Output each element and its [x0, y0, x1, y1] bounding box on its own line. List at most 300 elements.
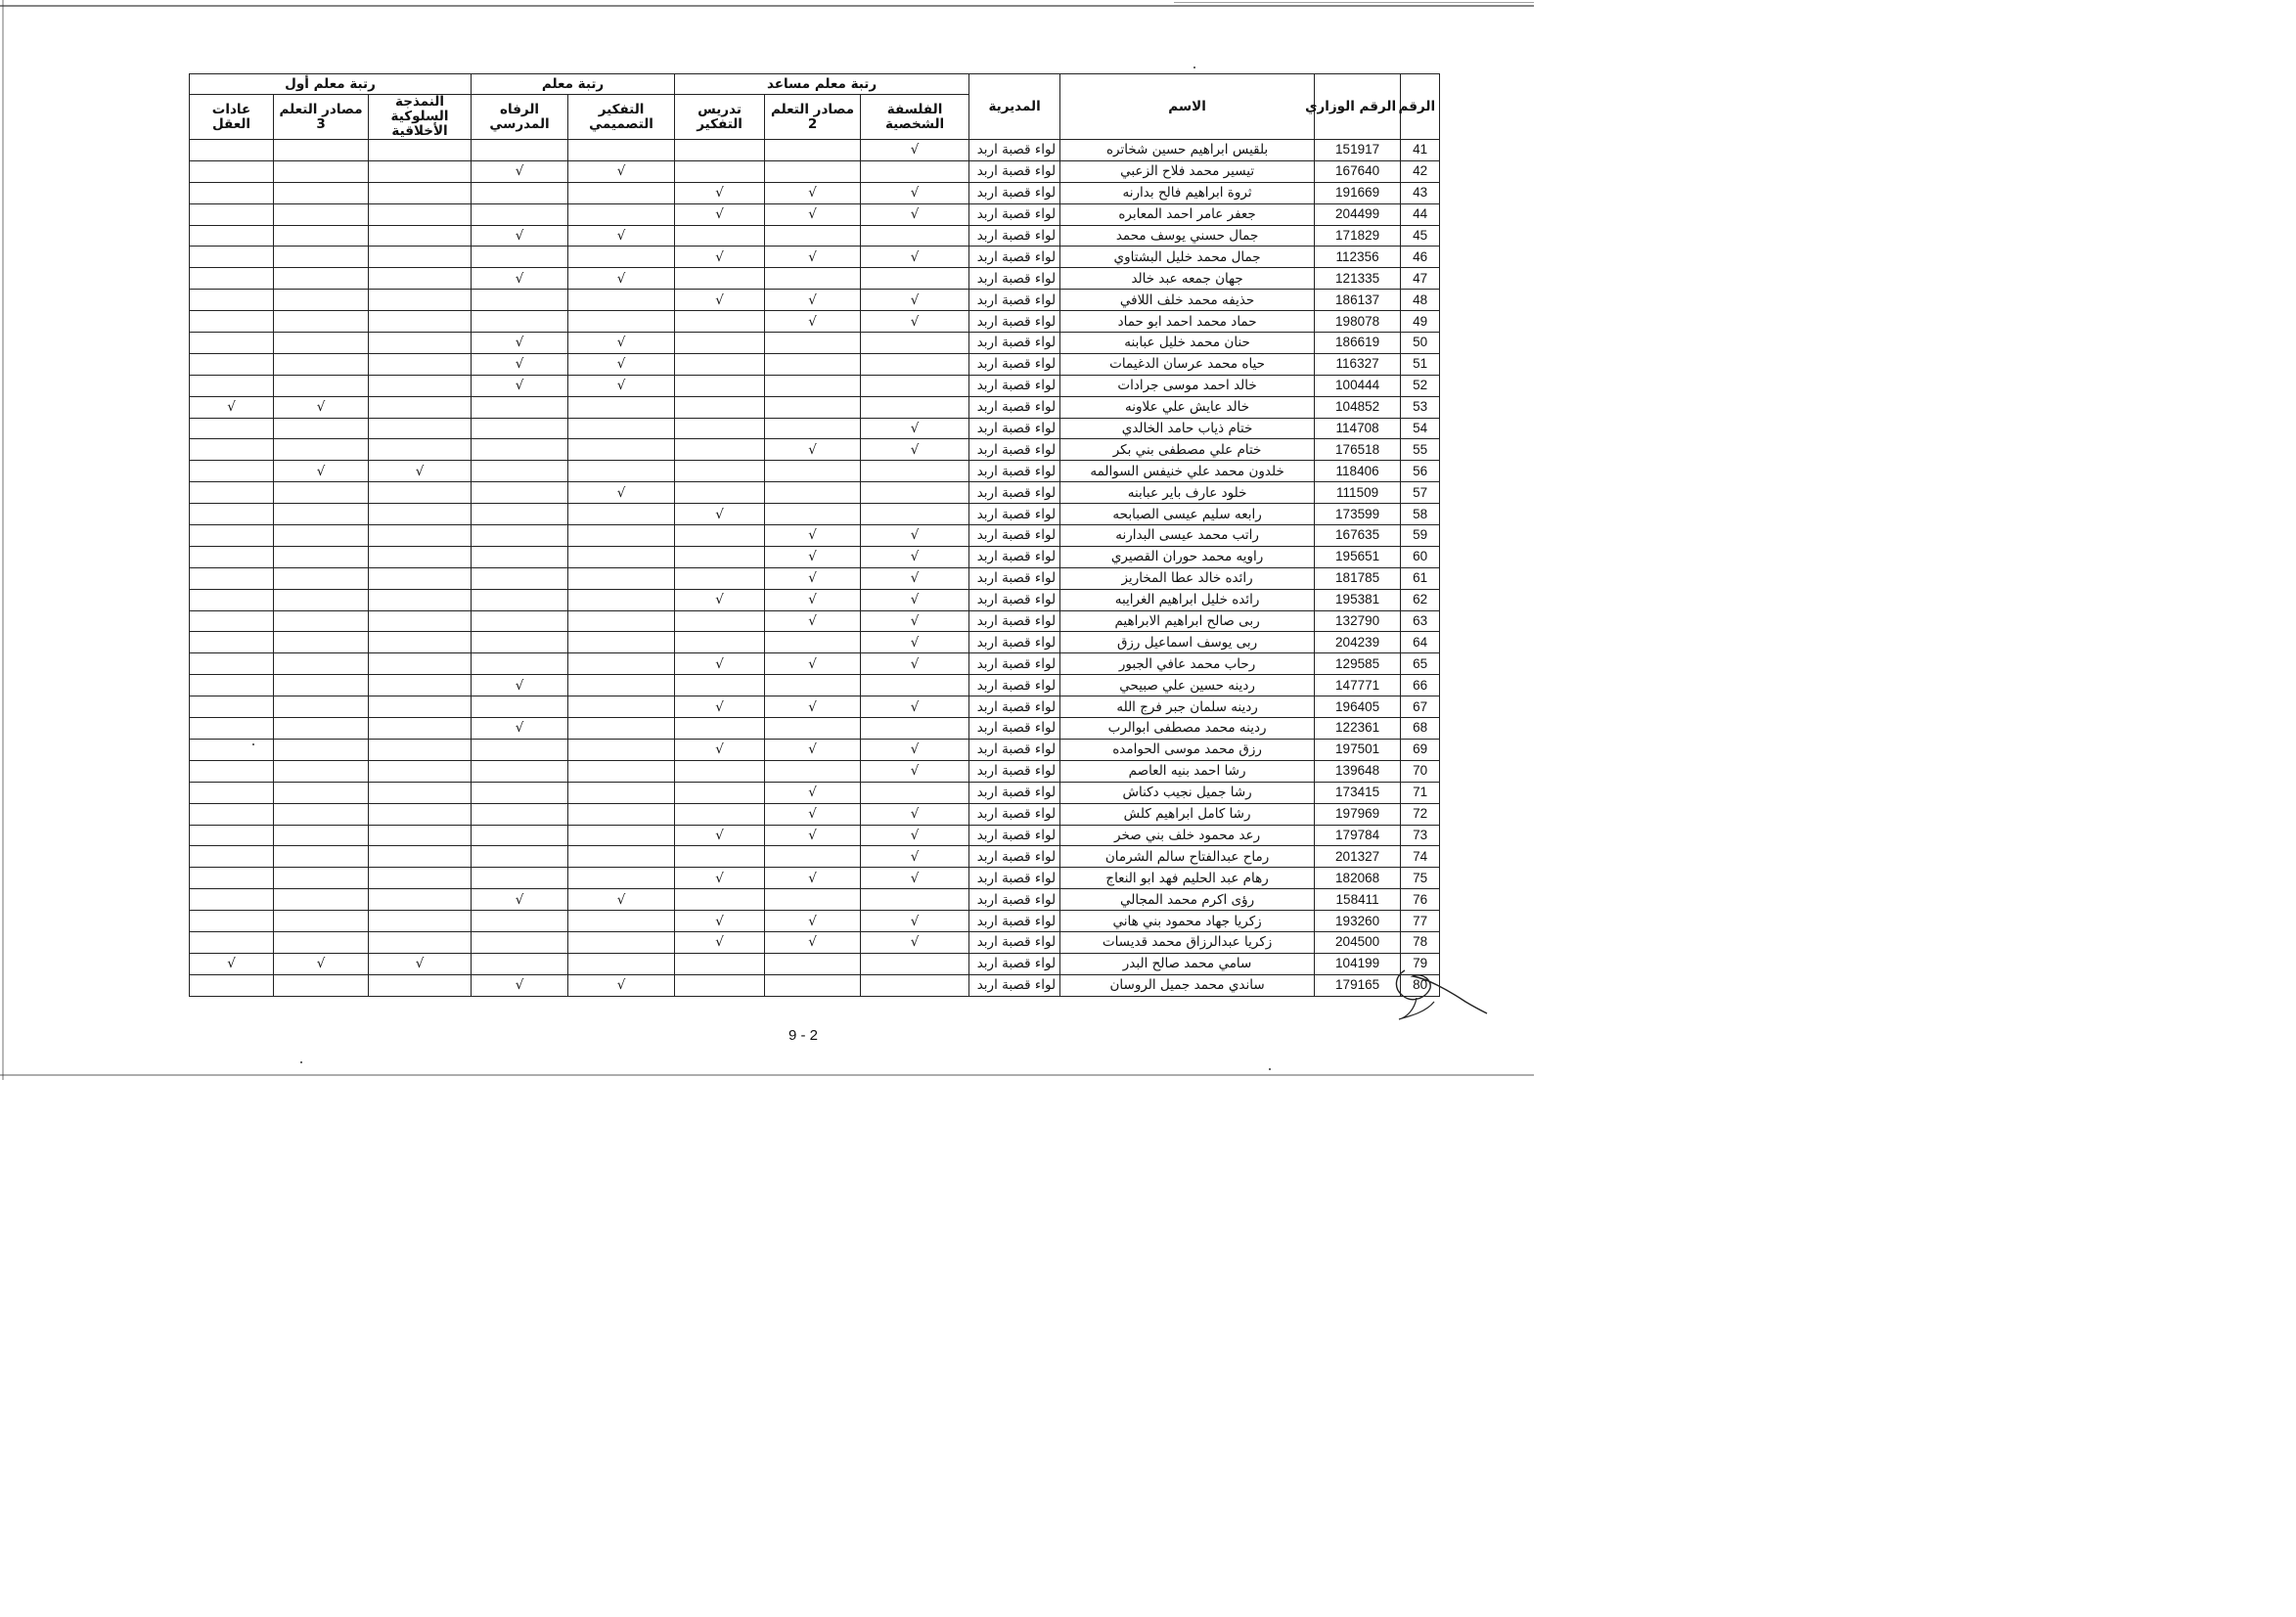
row-number: 59	[1401, 525, 1440, 547]
row-number: 44	[1401, 203, 1440, 225]
teacher-name: خالد احمد موسى جرادات	[1060, 375, 1315, 396]
table-row	[190, 140, 1440, 161]
check-cell	[274, 718, 369, 740]
check-cell	[369, 760, 472, 782]
scan-edge-left	[2, 0, 4, 1080]
teacher-name: سامي محمد صالح البدر	[1060, 953, 1315, 974]
check-cell	[472, 482, 568, 504]
teacher-name: جمال حسني يوسف محمد	[1060, 225, 1315, 247]
row-number: 51	[1401, 353, 1440, 375]
check-cell	[472, 418, 568, 439]
ministry-number: 129585	[1315, 653, 1401, 675]
row-number: 52	[1401, 375, 1440, 396]
directorate: لواء قصبة اربد	[969, 739, 1060, 760]
check-mark: √	[861, 439, 969, 461]
check-cell	[675, 675, 765, 696]
check-cell	[190, 911, 274, 932]
check-cell	[190, 696, 274, 718]
directorate: لواء قصبة اربد	[969, 931, 1060, 953]
check-mark: √	[675, 825, 765, 846]
ministry-number: 139648	[1315, 760, 1401, 782]
header-subject-learning-resources-3: مصادر التعلم 3	[274, 95, 369, 140]
check-mark: √	[861, 868, 969, 889]
check-cell	[675, 482, 765, 504]
check-cell	[190, 760, 274, 782]
check-mark: √	[675, 696, 765, 718]
check-mark: √	[568, 375, 675, 396]
check-cell	[190, 375, 274, 396]
check-cell	[568, 504, 675, 525]
check-cell	[861, 375, 969, 396]
check-cell	[369, 632, 472, 653]
row-number: 46	[1401, 247, 1440, 268]
check-cell	[369, 418, 472, 439]
check-cell	[472, 290, 568, 311]
check-cell	[472, 931, 568, 953]
ministry-number: 182068	[1315, 868, 1401, 889]
check-cell	[568, 846, 675, 868]
check-mark: √	[765, 931, 861, 953]
teacher-name: خلود عارف باير عبابنه	[1060, 482, 1315, 504]
check-cell	[369, 160, 472, 182]
check-cell	[369, 675, 472, 696]
directorate: لواء قصبة اربد	[969, 846, 1060, 868]
check-cell	[472, 525, 568, 547]
directorate: لواء قصبة اربد	[969, 482, 1060, 504]
check-mark: √	[765, 653, 861, 675]
check-cell	[190, 567, 274, 589]
row-number: 69	[1401, 739, 1440, 760]
check-cell	[274, 782, 369, 803]
ministry-number: 197501	[1315, 739, 1401, 760]
table-row	[190, 931, 1440, 953]
check-cell	[190, 931, 274, 953]
check-mark: √	[369, 461, 472, 482]
check-cell	[675, 525, 765, 547]
row-number: 61	[1401, 567, 1440, 589]
check-cell	[568, 546, 675, 567]
check-cell	[190, 247, 274, 268]
check-cell	[190, 868, 274, 889]
check-mark: √	[568, 268, 675, 290]
ministry-number: 167635	[1315, 525, 1401, 547]
check-cell	[190, 504, 274, 525]
check-mark: √	[568, 160, 675, 182]
ministry-number: 197969	[1315, 803, 1401, 825]
ministry-number: 204500	[1315, 931, 1401, 953]
table-row	[190, 911, 1440, 932]
check-cell	[568, 418, 675, 439]
check-mark: √	[675, 203, 765, 225]
check-cell	[568, 696, 675, 718]
check-cell	[190, 140, 274, 161]
teacher-name: ثروة ابراهيم فالح بدارنه	[1060, 182, 1315, 203]
check-cell	[765, 718, 861, 740]
header-subject-design-thinking: التفكير التصميمي	[568, 95, 675, 140]
check-cell	[369, 825, 472, 846]
check-mark: √	[472, 675, 568, 696]
directorate: لواء قصبة اربد	[969, 311, 1060, 333]
check-mark: √	[861, 546, 969, 567]
check-cell	[190, 610, 274, 632]
check-cell	[765, 632, 861, 653]
table-row	[190, 632, 1440, 653]
teacher-name: بلقيس ابراهيم حسين شخاتره	[1060, 140, 1315, 161]
row-number: 56	[1401, 461, 1440, 482]
directorate: لواء قصبة اربد	[969, 546, 1060, 567]
check-cell	[190, 525, 274, 547]
check-cell	[369, 846, 472, 868]
check-cell	[274, 803, 369, 825]
check-cell	[274, 247, 369, 268]
check-cell	[472, 911, 568, 932]
check-mark: √	[765, 803, 861, 825]
ministry-number: 147771	[1315, 675, 1401, 696]
check-mark: √	[861, 203, 969, 225]
check-cell	[568, 782, 675, 803]
check-mark: √	[472, 268, 568, 290]
check-cell	[765, 160, 861, 182]
check-cell	[190, 846, 274, 868]
check-cell	[568, 632, 675, 653]
row-number: 58	[1401, 504, 1440, 525]
row-number: 75	[1401, 868, 1440, 889]
check-cell	[190, 268, 274, 290]
check-cell	[274, 182, 369, 203]
row-number: 60	[1401, 546, 1440, 567]
check-cell	[568, 439, 675, 461]
check-cell	[274, 439, 369, 461]
row-number: 42	[1401, 160, 1440, 182]
check-cell	[472, 247, 568, 268]
check-cell	[568, 868, 675, 889]
table-row	[190, 953, 1440, 974]
check-cell	[274, 825, 369, 846]
check-mark: √	[675, 247, 765, 268]
check-cell	[861, 782, 969, 803]
table-row	[190, 247, 1440, 268]
check-cell	[472, 868, 568, 889]
check-mark: √	[861, 589, 969, 610]
row-number: 66	[1401, 675, 1440, 696]
ministry-number: 132790	[1315, 610, 1401, 632]
row-number: 77	[1401, 911, 1440, 932]
header-directorate: المديرية	[969, 74, 1060, 140]
check-cell	[190, 589, 274, 610]
directorate: لواء قصبة اربد	[969, 825, 1060, 846]
check-cell	[472, 203, 568, 225]
teacher-name: زكريا عبدالرزاق محمد قديسات	[1060, 931, 1315, 953]
directorate: لواء قصبة اربد	[969, 653, 1060, 675]
table-row	[190, 610, 1440, 632]
check-cell	[765, 504, 861, 525]
check-mark: √	[675, 868, 765, 889]
check-mark: √	[568, 974, 675, 996]
header-group-teacher: رتبة معلم	[472, 74, 675, 95]
row-number: 67	[1401, 696, 1440, 718]
directorate: لواء قصبة اربد	[969, 375, 1060, 396]
check-cell	[274, 418, 369, 439]
check-cell	[765, 953, 861, 974]
check-cell	[472, 504, 568, 525]
directorate: لواء قصبة اربد	[969, 760, 1060, 782]
check-mark: √	[472, 889, 568, 911]
check-cell	[190, 803, 274, 825]
directorate: لواء قصبة اربد	[969, 268, 1060, 290]
check-mark: √	[861, 610, 969, 632]
check-cell	[765, 375, 861, 396]
check-cell	[675, 889, 765, 911]
check-cell	[861, 396, 969, 418]
ministry-number: 173415	[1315, 782, 1401, 803]
check-cell	[568, 461, 675, 482]
header-name: الاسم	[1060, 74, 1315, 140]
check-mark: √	[472, 160, 568, 182]
check-mark: √	[675, 504, 765, 525]
teacher-name: ختام ذياب حامد الخالدي	[1060, 418, 1315, 439]
teacher-name: حياه محمد عرسان الدغيمات	[1060, 353, 1315, 375]
check-cell	[861, 675, 969, 696]
table-row	[190, 439, 1440, 461]
check-cell	[568, 610, 675, 632]
ministry-number: 173599	[1315, 504, 1401, 525]
check-cell	[369, 353, 472, 375]
check-cell	[274, 589, 369, 610]
ministry-number: 204239	[1315, 632, 1401, 653]
table-row	[190, 418, 1440, 439]
row-number: 80	[1401, 974, 1440, 996]
teacher-name: ردينه محمد مصطفى ابوالرب	[1060, 718, 1315, 740]
teacher-name: جهان جمعه عبد خالد	[1060, 268, 1315, 290]
teacher-name: ردينه سلمان جبر فرج الله	[1060, 696, 1315, 718]
table-row	[190, 182, 1440, 203]
table-row	[190, 504, 1440, 525]
check-mark: √	[472, 225, 568, 247]
teacher-name: رزق محمد موسى الحوامده	[1060, 739, 1315, 760]
teacher-name: رائده خليل ابراهيم الغرايبه	[1060, 589, 1315, 610]
check-cell	[765, 225, 861, 247]
row-number: 55	[1401, 439, 1440, 461]
check-cell	[675, 160, 765, 182]
directorate: لواء قصبة اربد	[969, 182, 1060, 203]
header-subject-learning-resources-2: مصادر التعلم 2	[765, 95, 861, 140]
check-mark: √	[861, 696, 969, 718]
check-cell	[472, 739, 568, 760]
check-cell	[369, 589, 472, 610]
check-cell	[369, 696, 472, 718]
teacher-name: رابعه سليم عيسى الصبابحه	[1060, 504, 1315, 525]
table-row	[190, 333, 1440, 354]
check-cell	[369, 396, 472, 418]
table-row	[190, 567, 1440, 589]
check-cell	[274, 567, 369, 589]
check-cell	[472, 461, 568, 482]
check-cell	[369, 140, 472, 161]
check-mark: √	[861, 290, 969, 311]
check-mark: √	[861, 182, 969, 203]
teacher-name: ختام علي مصطفى بني بكر	[1060, 439, 1315, 461]
ministry-number: 104852	[1315, 396, 1401, 418]
directorate: لواء قصبة اربد	[969, 160, 1060, 182]
check-cell	[675, 418, 765, 439]
check-mark: √	[861, 825, 969, 846]
check-cell	[190, 418, 274, 439]
check-cell	[369, 439, 472, 461]
table-row	[190, 696, 1440, 718]
directorate: لواء قصبة اربد	[969, 418, 1060, 439]
row-number: 72	[1401, 803, 1440, 825]
check-mark: √	[190, 396, 274, 418]
table-row	[190, 396, 1440, 418]
check-cell	[274, 333, 369, 354]
page-number: 9 - 2	[788, 1027, 819, 1044]
check-cell	[675, 140, 765, 161]
check-cell	[675, 333, 765, 354]
check-cell	[675, 439, 765, 461]
row-number: 63	[1401, 610, 1440, 632]
table-row	[190, 846, 1440, 868]
row-number: 41	[1401, 140, 1440, 161]
check-cell	[274, 760, 369, 782]
scan-edge-top	[0, 5, 1534, 7]
header-group-first-teacher: رتبة معلم أول	[190, 74, 472, 95]
header-subject-behavioral-modeling: النمذجة السلوكية الأخلاقية	[369, 95, 472, 140]
check-cell	[861, 461, 969, 482]
check-cell	[190, 546, 274, 567]
check-cell	[861, 225, 969, 247]
check-mark: √	[675, 290, 765, 311]
row-number: 47	[1401, 268, 1440, 290]
check-cell	[675, 632, 765, 653]
check-cell	[765, 353, 861, 375]
check-cell	[274, 739, 369, 760]
scan-edge-bottom	[0, 1074, 1534, 1076]
teacher-name: رماح عبدالفتاح سالم الشرمان	[1060, 846, 1315, 868]
check-cell	[675, 353, 765, 375]
check-cell	[568, 203, 675, 225]
teacher-name: زكريا جهاد محمود بني هاني	[1060, 911, 1315, 932]
table-row	[190, 589, 1440, 610]
row-number: 54	[1401, 418, 1440, 439]
ministry-number: 176518	[1315, 439, 1401, 461]
ministry-number: 151917	[1315, 140, 1401, 161]
check-cell	[190, 160, 274, 182]
check-mark: √	[472, 353, 568, 375]
check-mark: √	[675, 931, 765, 953]
teacher-name: رشا احمد بنيه العاصم	[1060, 760, 1315, 782]
teacher-name: رعد محمود خلف بني صخر	[1060, 825, 1315, 846]
directorate: لواء قصبة اربد	[969, 225, 1060, 247]
check-mark: √	[861, 140, 969, 161]
check-mark: √	[472, 718, 568, 740]
check-cell	[675, 846, 765, 868]
check-cell	[190, 203, 274, 225]
ministry-number: 104199	[1315, 953, 1401, 974]
directorate: لواء قصبة اربد	[969, 632, 1060, 653]
table-row	[190, 268, 1440, 290]
check-cell	[274, 868, 369, 889]
teacher-name: راتب محمد عيسى البدارنه	[1060, 525, 1315, 547]
directorate: لواء قصبة اربد	[969, 911, 1060, 932]
ministry-number: 121335	[1315, 268, 1401, 290]
check-cell	[675, 567, 765, 589]
ministry-number: 114708	[1315, 418, 1401, 439]
check-cell	[369, 567, 472, 589]
check-cell	[369, 931, 472, 953]
check-cell	[274, 482, 369, 504]
table-row	[190, 311, 1440, 333]
check-cell	[765, 760, 861, 782]
check-cell	[190, 718, 274, 740]
check-cell	[274, 311, 369, 333]
check-cell	[568, 760, 675, 782]
check-mark: √	[861, 311, 969, 333]
check-cell	[861, 504, 969, 525]
check-cell	[675, 268, 765, 290]
check-cell	[190, 632, 274, 653]
check-cell	[274, 268, 369, 290]
check-cell	[861, 974, 969, 996]
directorate: لواء قصبة اربد	[969, 696, 1060, 718]
check-cell	[190, 225, 274, 247]
check-cell	[568, 953, 675, 974]
check-cell	[765, 889, 861, 911]
table-row	[190, 782, 1440, 803]
check-mark: √	[568, 225, 675, 247]
check-mark: √	[765, 182, 861, 203]
teacher-name: ساندي محمد جميل الروسان	[1060, 974, 1315, 996]
check-cell	[190, 889, 274, 911]
teacher-name: ردينه حسين علي صبيحي	[1060, 675, 1315, 696]
check-mark: √	[861, 911, 969, 932]
table-row	[190, 461, 1440, 482]
check-cell	[274, 931, 369, 953]
check-cell	[861, 268, 969, 290]
ministry-number: 193260	[1315, 911, 1401, 932]
check-cell	[472, 782, 568, 803]
check-cell	[274, 160, 369, 182]
directorate: لواء قصبة اربد	[969, 396, 1060, 418]
check-cell	[369, 203, 472, 225]
row-number: 43	[1401, 182, 1440, 203]
check-mark: √	[861, 653, 969, 675]
check-cell	[568, 825, 675, 846]
check-cell	[765, 140, 861, 161]
check-cell	[369, 610, 472, 632]
check-cell	[765, 268, 861, 290]
teacher-name: رائده خالد عطا المخاريز	[1060, 567, 1315, 589]
ministry-number: 191669	[1315, 182, 1401, 203]
directorate: لواء قصبة اربد	[969, 567, 1060, 589]
check-cell	[190, 974, 274, 996]
directorate: لواء قصبة اربد	[969, 333, 1060, 354]
table-row	[190, 825, 1440, 846]
check-cell	[861, 482, 969, 504]
check-cell	[369, 311, 472, 333]
check-mark: √	[765, 589, 861, 610]
header-no: الرقم	[1401, 74, 1440, 140]
check-cell	[765, 418, 861, 439]
ministry-number: 167640	[1315, 160, 1401, 182]
check-mark: √	[675, 653, 765, 675]
ministry-number: 195651	[1315, 546, 1401, 567]
row-number: 68	[1401, 718, 1440, 740]
check-cell	[568, 311, 675, 333]
check-cell	[274, 504, 369, 525]
check-cell	[675, 461, 765, 482]
check-cell	[472, 589, 568, 610]
table-row	[190, 546, 1440, 567]
